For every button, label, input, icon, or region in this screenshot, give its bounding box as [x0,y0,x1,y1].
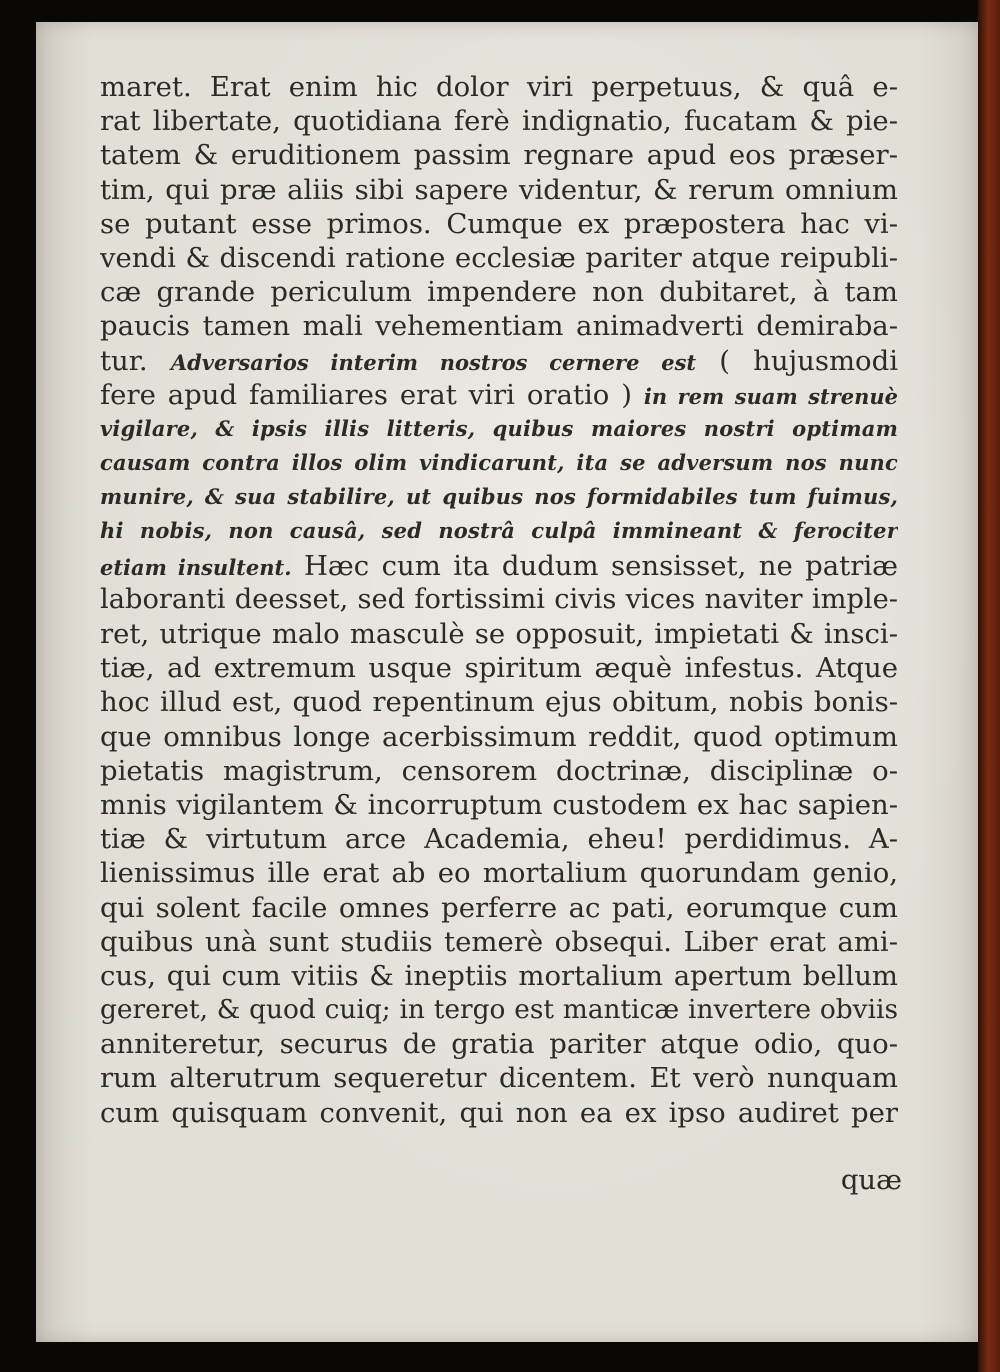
text-line-italic: hi nobis, non causâ, sed nostrâ culpâ immineant & ferociter [100,518,898,544]
text-line: lienissimus ille erat ab eo mortalium quorundam genio, [100,857,898,890]
text-line: rat libertate, quotidiana ferè indignatio, fucatam & pie- [100,105,898,138]
body-text [100,70,898,1130]
text-line: que omnibus longe acerbissimum reddit, quod optimum [100,720,898,753]
text-line: se putant esse primos. Cumque ex præpostera hac vi- [100,207,898,240]
text-line-mixed [100,549,898,583]
book-spine-edge [978,0,1000,1372]
text-line-italic: vigilare, & ipsis illis litteris, quibus maiores nostri optimam [100,415,898,441]
text-line: rum alterutrum sequeretur dicentem. Et verò nunquam [100,1062,898,1095]
text-line: mnis vigilantem & incorruptum custodem ex hac sapien- [100,788,898,821]
catchword: quæ [840,1164,902,1196]
text-roman: fere apud familiares erat viri oratio ) [100,378,644,411]
text-line: tim, qui præ aliis sibi sapere videntur, & rerum omnium [100,173,898,206]
text-line: vendi & discendi ratione ecclesiæ pariter atque reipubli- [100,241,898,274]
text-italic: etiam insultent. [100,554,292,580]
text-line: maret. Erat enim hic dolor viri perpetuus, & quâ e- [100,71,898,103]
text-line: cum quisquam convenit, qui non ea ex ipso audiret per [100,1096,898,1129]
text-line: anniteretur, securus de gratia pariter atque odio, quo- [100,1028,898,1061]
text-line: tiæ & virtutum arce Academia, eheu! perdidimus. A- [100,823,898,856]
text-line: quibus unà sunt studiis temerè obsequi. Liber erat ami- [100,925,898,958]
text-line: cus, qui cum vitiis & ineptiis mortalium apertum bellum [100,959,898,992]
text-line: tatem & eruditionem passim regnare apud eos præser- [100,139,898,172]
text-line-mixed [100,378,898,412]
text-italic: in rem suam strenuè [643,383,898,409]
text-line-italic: munire, & sua stabilire, ut quibus nos formidabiles tum fuimus, [100,484,898,510]
text-line: gereret, & quod cuiq; in tergo est manticæ invertere obviis [100,994,898,1026]
text-line: cæ grande periculum impendere non dubitaret, à tam [100,276,898,309]
text-line: laboranti deesset, sed fortissimi civis vices naviter imple- [100,583,898,615]
text-line-mixed [100,344,898,378]
text-line: paucis tamen mali vehementiam animadverti demiraba- [100,310,898,343]
text-line: qui solent facile omnes perferre ac pati, eorumque cum [100,891,898,924]
text-roman: tur. [100,344,171,377]
text-italic: Adversarios interim nostros cernere est [170,349,697,375]
text-roman: ( hujusmodi [696,344,898,377]
text-roman: Hæc cum ita dudum sensisset, ne patriæ [291,549,898,582]
text-line: ret, utrique malo masculè se opposuit, impietati & insci- [100,618,898,650]
text-line: tiæ, ad extremum usque spiritum æquè infestus. Atque [100,652,898,685]
text-line-italic: causam contra illos olim vindicarunt, ita se adversum nos nunc [100,450,898,476]
text-line: hoc illud est, quod repentinum ejus obitum, nobis bonis- [100,686,898,719]
text-line: pietatis magistrum, censorem doctrinæ, disciplinæ o- [100,754,898,787]
